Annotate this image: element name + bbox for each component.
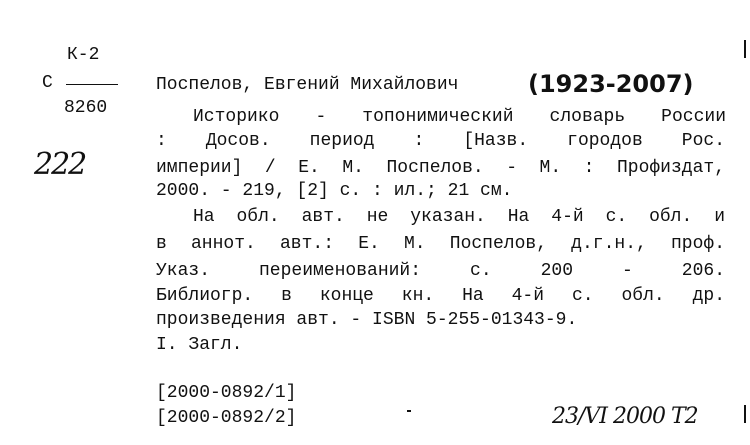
- handwritten-shelf-mark: 222: [34, 147, 86, 182]
- card-dot: [407, 410, 411, 412]
- card-edge-mark-top: [744, 40, 746, 58]
- inventory-number-1: [2000-0892/1]: [156, 383, 297, 403]
- title-line-2: : Досов. период : [Назв. городов Рос.: [156, 131, 725, 151]
- title-line-1: Историко - топонимический словарь России: [193, 107, 726, 127]
- handwritten-bottom-note: 23/VI 2000 Т2: [552, 404, 698, 429]
- title-line-3: империи] / Е. М. Поспелов. - М. : Профиздат,: [156, 158, 725, 178]
- call-number-letter: С: [42, 73, 53, 93]
- call-number-top: К-2: [67, 45, 100, 65]
- card-edge-mark-bottom: [744, 405, 746, 423]
- subject-entry: I. Загл.: [156, 335, 243, 355]
- call-number-divider: [66, 84, 118, 85]
- handwritten-years: (1923-2007): [528, 70, 694, 98]
- call-number-bottom: 8260: [64, 98, 108, 118]
- note-line-1: На обл. авт. не указан. На 4-й с. обл. и: [193, 207, 725, 227]
- author-heading: Поспелов, Евгений Михайлович: [156, 75, 459, 95]
- note-line-3: Указ. переименований: с. 200 - 206.: [156, 261, 725, 281]
- note-line-5: произведения авт. - ISBN 5-255-01343-9.: [156, 310, 578, 330]
- title-line-4: 2000. - 219, [2] с. : ил.; 21 см.: [156, 181, 513, 201]
- note-line-2: в аннот. авт.: Е. М. Поспелов, д.г.н., проф.: [156, 234, 725, 254]
- note-line-4: Библиогр. в конце кн. На 4-й с. обл. др.: [156, 286, 725, 306]
- inventory-number-2: [2000-0892/2]: [156, 408, 297, 428]
